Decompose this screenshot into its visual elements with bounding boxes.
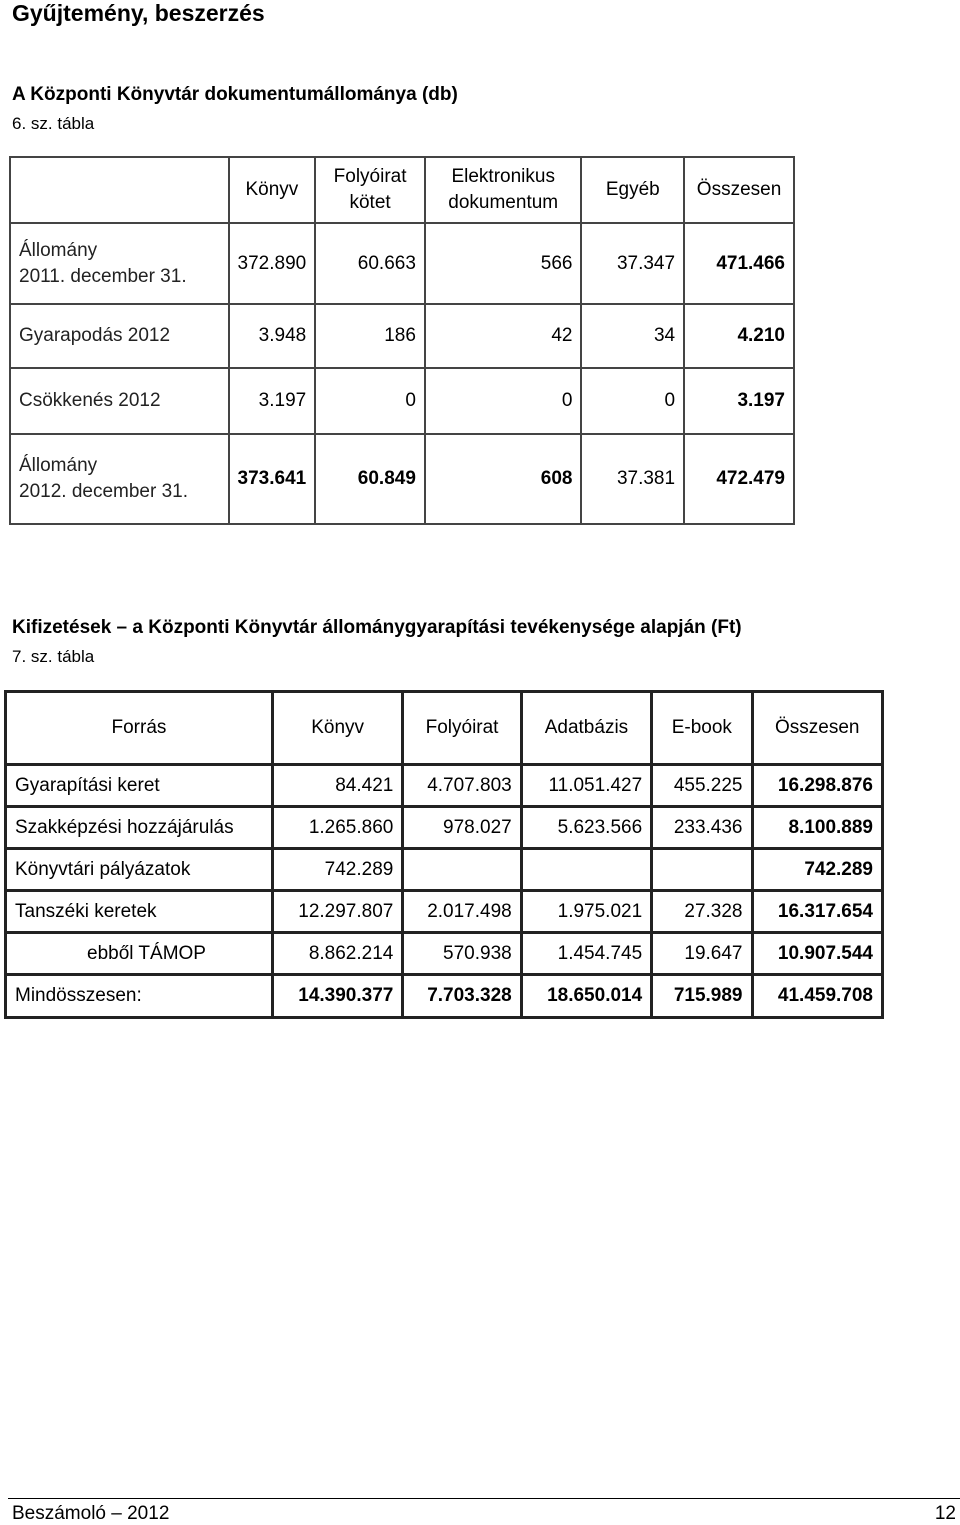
table-header-row — [6, 692, 883, 765]
cell: 27.328 — [652, 891, 752, 933]
cell-total: 41.459.708 — [752, 975, 883, 1018]
cell-total: 471.466 — [684, 223, 794, 304]
cell: 0 — [315, 368, 425, 434]
header-adatbazis: Adatbázis — [521, 692, 651, 765]
table-row — [6, 807, 883, 849]
row-label: ebből TÁMOP — [6, 933, 273, 975]
cell — [403, 849, 521, 891]
page-title: Gyűjtemény, beszerzés — [12, 0, 265, 26]
row-label: Csökkenés 2012 — [10, 368, 229, 434]
row-label: Könyvtári pályázatok — [6, 849, 273, 891]
table-row — [10, 223, 794, 304]
cell: 978.027 — [403, 807, 521, 849]
cell: 37.381 — [581, 434, 684, 524]
cell: 1.265.860 — [272, 807, 402, 849]
cell: 373.641 — [229, 434, 316, 524]
cell-total: 4.210 — [684, 304, 794, 368]
table-row — [10, 304, 794, 368]
cell: 60.663 — [315, 223, 425, 304]
cell-total: 16.317.654 — [752, 891, 883, 933]
cell: 566 — [425, 223, 582, 304]
cell: 8.862.214 — [272, 933, 402, 975]
cell: 11.051.427 — [521, 765, 651, 807]
cell: 3.948 — [229, 304, 316, 368]
table2-heading: Kifizetések – a Központi Könyvtár állománygyarapítási tevékenysége alapján (Ft) — [12, 617, 742, 638]
cell: 0 — [425, 368, 582, 434]
header-empty — [10, 157, 229, 223]
cell — [521, 849, 651, 891]
cell: 7.703.328 — [403, 975, 521, 1018]
cell: 608 — [425, 434, 582, 524]
table-header-row — [10, 157, 794, 223]
header-egyeb: Egyéb — [581, 157, 684, 223]
cell: 18.650.014 — [521, 975, 651, 1018]
row-label: Tanszéki keretek — [6, 891, 273, 933]
cell: 5.623.566 — [521, 807, 651, 849]
cell: 84.421 — [272, 765, 402, 807]
inventory-table — [9, 156, 795, 525]
row-label: Gyarapítási keret — [6, 765, 273, 807]
header-elektronikus-dokumentum: Elektronikus dokumentum — [425, 157, 582, 223]
cell: 715.989 — [652, 975, 752, 1018]
cell: 233.436 — [652, 807, 752, 849]
cell — [652, 849, 752, 891]
row-label: Mindösszesen: — [6, 975, 273, 1018]
cell: 37.347 — [581, 223, 684, 304]
table1-heading: A Központi Könyvtár dokumentumállománya (db) — [12, 84, 458, 105]
header-konyv: Könyv — [272, 692, 402, 765]
cell: 186 — [315, 304, 425, 368]
cell: 455.225 — [652, 765, 752, 807]
row-label: Állomány 2012. december 31. — [10, 434, 229, 524]
cell: 14.390.377 — [272, 975, 402, 1018]
table-row — [10, 368, 794, 434]
footer-divider — [8, 1498, 960, 1499]
cell: 0 — [581, 368, 684, 434]
cell-total: 742.289 — [752, 849, 883, 891]
table-row — [6, 933, 883, 975]
cell: 3.197 — [229, 368, 316, 434]
header-osszesen: Összesen — [752, 692, 883, 765]
header-folyoirat: Folyóirat — [403, 692, 521, 765]
header-osszesen: Összesen — [684, 157, 794, 223]
table-total-row — [6, 975, 883, 1018]
cell-total: 16.298.876 — [752, 765, 883, 807]
row-label: Gyarapodás 2012 — [10, 304, 229, 368]
cell: 34 — [581, 304, 684, 368]
table1-caption: 6. sz. tábla — [12, 114, 95, 133]
cell: 1.975.021 — [521, 891, 651, 933]
cell-total: 3.197 — [684, 368, 794, 434]
page-number: 12 — [934, 1503, 956, 1524]
row-label: Szakképzési hozzájárulás — [6, 807, 273, 849]
cell: 12.297.807 — [272, 891, 402, 933]
cell: 2.017.498 — [403, 891, 521, 933]
table-row — [10, 434, 794, 524]
header-konyv: Könyv — [229, 157, 316, 223]
table2-caption: 7. sz. tábla — [12, 647, 95, 666]
cell: 372.890 — [229, 223, 316, 304]
header-ebook: E-book — [652, 692, 752, 765]
cell: 1.454.745 — [521, 933, 651, 975]
cell-total: 472.479 — [684, 434, 794, 524]
cell-total: 8.100.889 — [752, 807, 883, 849]
cell: 742.289 — [272, 849, 402, 891]
table-row — [6, 849, 883, 891]
header-forras: Forrás — [6, 692, 273, 765]
table-row — [6, 765, 883, 807]
table-row — [6, 891, 883, 933]
footer-report-title: Beszámoló – 2012 — [12, 1503, 170, 1524]
cell: 4.707.803 — [403, 765, 521, 807]
row-label: Állomány 2011. december 31. — [10, 223, 229, 304]
cell: 60.849 — [315, 434, 425, 524]
cell: 42 — [425, 304, 582, 368]
cell: 19.647 — [652, 933, 752, 975]
header-folyoirat-kotet: Folyóirat kötet — [315, 157, 425, 223]
payments-table — [4, 690, 884, 1019]
cell: 570.938 — [403, 933, 521, 975]
cell-total: 10.907.544 — [752, 933, 883, 975]
